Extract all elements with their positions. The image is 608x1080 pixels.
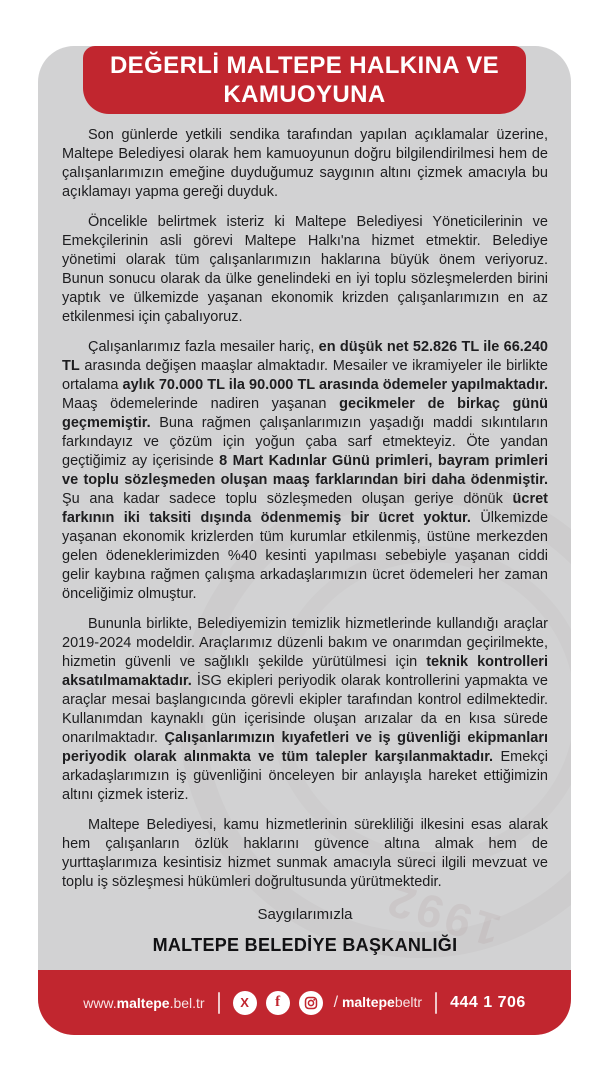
signoff-text: Saygılarımızla — [257, 906, 353, 923]
paragraph: Öncelikle belirtmek isteriz ki Maltepe Belediyesi Yöneticilerinin ve Emekçilerinin asli görevi Maltepe Halkı'na hizmet etmektir. Belediye yönetimi olarak tüm çalışanlarımızın haklarına büyük önem veriyoruz. Bunun sonucu olarak da ülke genelindeki en iyi toplu sözleşmelerden birini yaptık ve ülkemizde yaşanan ekonomik krizden çalışanlarımızın en az etkilenmesi için çabalıyoruz. — [62, 214, 548, 325]
website-url: www.maltepe.bel.tr — [83, 994, 205, 1011]
footer-bar — [38, 970, 571, 1035]
footer-divider — [435, 992, 437, 1014]
x-icon: X — [233, 991, 257, 1015]
paragraph: Bununla birlikte, Belediyemizin temizlik hizmetlerinde kullandığı araçlar 2019-2024 modeldir. Araçlarımız düzenli bakım ve onarımdan geçirilmekte, hizmetin güvenli ve sağlıklı şekilde yürütülmesi için teknik kontrolleri aksatılmamaktadır. İSG ekipleri periyodik olarak kontrollerini yapmakta ve araçlar mesai başlangıcında görevli ekipler tarafından kontrol edilmektedir. Kullanımdan kaynaklı gün içerisinde oluşan arızalar da en kısa sürede onarılmaktadır. Çalışanlarımızın kıyafetleri ve iş güvenliği ekipmanları periyodik olarak alınmakta ve tüm talepler karşılanmaktadır. Emekçi arkadaşlarımızın iş güvenliğini önceleyen bir anlayışla hareket ettiğimizin altını çizmek isteriz. — [62, 616, 548, 803]
watermark-year: 1992 — [377, 872, 507, 958]
paragraph: Son günlerde yetkili sendika tarafından yapılan açıklamalar üzerine, Maltepe Belediyesi olarak hem kamuoyunun doğru bilgilendirilmesi hem de çalışanlarımızın emeğine duyduğumuz saygının altını çizmek amacıyla bu açıklamayı yapma gereği duyduk. — [62, 127, 548, 200]
title-line-2: KAMUOYUNA — [223, 81, 386, 108]
instagram-icon — [299, 991, 323, 1015]
facebook-icon: f — [266, 991, 290, 1015]
paragraph: Maltepe Belediyesi, kamu hizmetlerinin sürekliliği ilkesini esas alarak hem çalışanların özlük haklarını güvence altına almak hem de yurttaşlarımıza kesintisiz hizmet sunmak amacıyla süreci ilgili mevzuat ve toplu iş sözleşmesi hükümleri doğrultusunda yürütmektedir. — [62, 817, 548, 890]
title-banner — [83, 46, 526, 114]
footer-divider — [218, 992, 220, 1014]
social-handle: / maltepebeltr — [333, 993, 423, 1011]
title-line-1: DEĞERLİ MALTEPE HALKINA VE — [109, 52, 500, 79]
body-paragraphs — [62, 126, 548, 956]
announcement-card — [38, 46, 571, 1035]
phone-number: 444 1 706 — [450, 993, 526, 1011]
paragraph: Çalışanlarımız fazla mesailer hariç, en düşük net 52.826 TL ile 66.240 TL arasında değişen maaşlar almaktadır. Mesailer ve ikramiyeler ile birlikte ortalama aylık 70.000 TL ila 90.000 TL arasında ödemeler yapılmaktadır. Maaş ödemelerinde nadiren yaşanan gecikmeler de birkaç günü geçmemiştir. Buna rağmen çalışanlarımızın yaşadığı maddi sıkıntıların farkındayız ve çözüm için yoğun çaba sarf etmekteyiz. Öte yandan geçtiğimiz ay içerisinde 8 Mart Kadınlar Günü primleri, bayram primleri ve toplu sözleşmeden oluşan maaş farklarından biri daha ödenmiştir. Şu ana kadar sadece toplu sözleşmeden oluşan geriye dönük ücret farkının iki taksiti dışında ödenmemiş bir ücret yoktur. Ülkemizde yaşanan ekonomik krizlerden tüm kurumlar etkilenmiş, üstüne merkezden gelen ödeneklerimizden %40 kesinti yapılması sebebiyle yaşanan ciddi gelir kaybına rağmen çalışma arkadaşlarımızın ücret ödemeleri her zaman önceliğimiz olmuştur. — [62, 339, 549, 602]
signature-text: MALTEPE BELEDİYE BAŞKANLIĞI — [152, 935, 458, 955]
